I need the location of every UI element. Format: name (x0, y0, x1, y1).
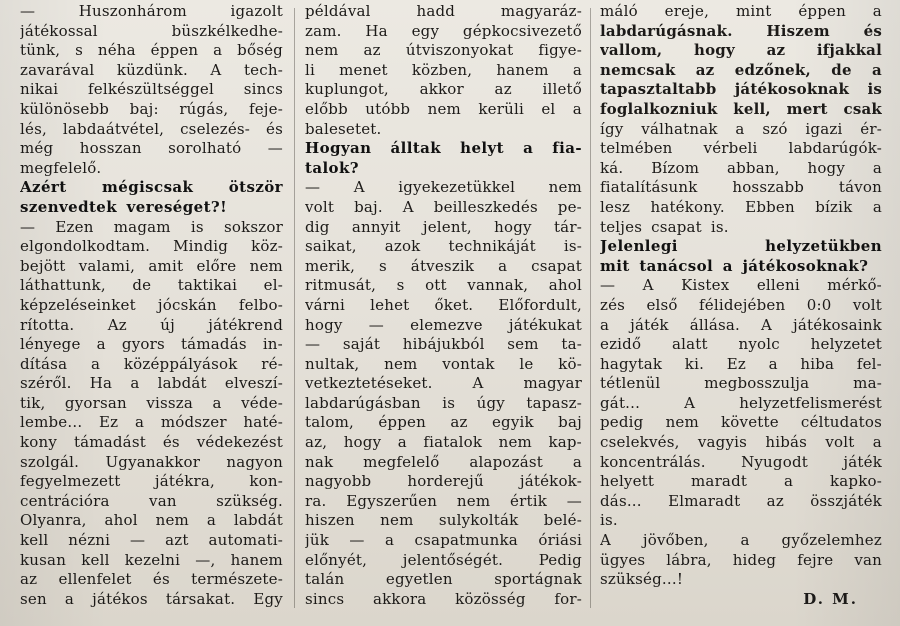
body-text-line: szolgál. Ugyanakkor nagyon (20, 452, 283, 471)
body-text-line: dítása a középpályások ré- (20, 354, 283, 373)
body-text-line: képzeléseinket jócskán felbo- (20, 295, 283, 314)
body-text-line: megfelelő. (20, 158, 102, 177)
body-text-line: koncentrálás. Nyugodt játék (600, 452, 882, 471)
body-text-line: zés első félidejében 0:0 volt (600, 295, 882, 314)
body-text-line: kony támadást és védekezést (20, 433, 283, 452)
body-text-line: nultak, nem vontak le kö- (305, 354, 582, 373)
article-column-1 (20, 2, 283, 622)
body-text-line: — Huszonhárom igazolt (20, 2, 283, 20)
body-text-line: merik, s átveszik a csapat (305, 256, 582, 275)
body-text-line: talán egyetlen sportágnak (305, 570, 582, 589)
article-column-3 (600, 2, 882, 622)
body-text-line: ra. Egyszerűen nem értik — (305, 491, 582, 510)
body-text-line: nagyobb horderejű játékok- (305, 472, 582, 491)
interview-question-line: talok? (305, 158, 359, 177)
body-text-line: kell nézni — azt automati- (20, 531, 283, 550)
body-text-line: így válhatnak a szó igazi ér- (600, 119, 882, 138)
body-text-line: A jövőben, a győzelemhez (600, 531, 882, 550)
body-text-line: az, hogy a fiatalok nem kap- (305, 433, 582, 452)
body-text-line: fiatalításunk hosszabb távon (600, 178, 882, 197)
body-text-line: sincs akkora közösség for- (305, 589, 582, 608)
body-text-line: ezidő alatt nyolc helyzetet (600, 335, 882, 354)
body-text-line: széről. Ha a labdát elveszí- (20, 374, 283, 393)
body-text-line: telmében vérbeli labdarúgók- (600, 139, 882, 158)
body-text-line: lembe... Ez a módszer haté- (20, 413, 283, 432)
body-text-line: dig annyit jelent, hogy tár- (305, 217, 582, 236)
body-text-line: — A igyekezetükkel nem (305, 178, 582, 197)
body-text-line: vallom, hogy az ifjakkal (600, 41, 882, 60)
body-text-line: labdarúgásnak. Hiszem és (600, 21, 882, 40)
body-text-line: sen a játékos társakat. Egy (20, 589, 283, 608)
body-text-line: máló ereje, mint éppen a (600, 2, 882, 20)
interview-question-line: Azért mégiscsak ötször (20, 178, 283, 197)
body-text-line: hiszen nem sulykolták belé- (305, 511, 582, 530)
body-text-line: dás... Elmaradt az összjáték (600, 491, 882, 510)
body-text-line: kuplungot, akkor az illető (305, 80, 582, 99)
body-text-line: tétlenül megbosszulja ma- (600, 374, 882, 393)
article-column-2 (305, 2, 582, 622)
body-text-line: lényege a gyors támadás in- (20, 335, 283, 354)
body-text-line: volt baj. A beilleszkedés pe- (305, 197, 582, 216)
body-text-line: elgondolkodtam. Mindig köz- (20, 237, 283, 256)
interview-question-line: Jelenlegi helyzetükben (600, 237, 882, 256)
body-text-line: balesetet. (305, 119, 382, 138)
body-text-line: — saját hibájukból sem ta- (305, 335, 582, 354)
body-text-line: ritmusát, s ott vannak, ahol (305, 276, 582, 295)
body-text-line: teljes csapat is. (600, 217, 729, 236)
body-text-line: nak megfelelő alapozást a (305, 452, 582, 471)
body-text-line: nikai felkészültséggel sincs (20, 80, 283, 99)
body-text-line: — Ezen magam is sokszor (20, 217, 283, 236)
body-text-line: ügyes lábra, hideg fejre van (600, 550, 882, 569)
body-text-line: lés, labdaátvétel, cselezés- és (20, 119, 283, 138)
body-text-line: hogy — elemezve játékukat (305, 315, 582, 334)
body-text-line: Olyanra, ahol nem a labdát (20, 511, 283, 530)
body-text-line: láthattunk, de taktikai el- (20, 276, 283, 295)
author-signature: D. M. (803, 589, 858, 608)
interview-question-line: Hogyan álltak helyt a fia- (305, 139, 582, 158)
body-text-line: játékossal büszkélkedhe- (20, 21, 283, 40)
body-text-line: gát... A helyzetfelismerést (600, 393, 882, 412)
body-text-line: jük — a csapatmunka óriási (305, 531, 582, 550)
body-text-line: ká. Bízom abban, hogy a (600, 158, 882, 177)
body-text-line: cselekvés, vagyis hibás volt a (600, 433, 882, 452)
body-text-line: tik, gyorsan vissza a véde- (20, 393, 283, 412)
body-text-line: labdarúgásban is úgy tapasz- (305, 393, 582, 412)
body-text-line: foglalkozniuk kell, mert csak (600, 99, 882, 118)
body-text-line: tapasztaltabb játékosoknak is (600, 80, 882, 99)
body-text-line: előnyét, jelentőségét. Pedig (305, 550, 582, 569)
body-text-line: előbb utóbb nem kerüli el a (305, 99, 582, 118)
body-text-line: pedig nem követte céltudatos (600, 413, 882, 432)
body-text-line: centrációra van szükség. (20, 491, 283, 510)
body-text-line: is. (600, 511, 618, 530)
column-rule (294, 8, 295, 608)
body-text-line: saikat, azok technikáját is- (305, 237, 582, 256)
body-text-line: rította. Az új játékrend (20, 315, 283, 334)
body-text-line: — A Kistex elleni mérkő- (600, 276, 882, 295)
body-text-line: tünk, s néha éppen a bőség (20, 41, 283, 60)
body-text-line: szükség...! (600, 570, 684, 589)
body-text-line: még hosszan sorolható — (20, 139, 283, 158)
interview-question-line: szenvedtek vereséget?! (20, 197, 228, 216)
body-text-line: vetkeztetéseket. A magyar (305, 374, 582, 393)
interview-question-line: mit tanácsol a játékosoknak? (600, 256, 869, 275)
body-text-line: helyett maradt a kapko- (600, 472, 882, 491)
body-text-line: nemcsak az edzőnek, de a (600, 60, 882, 79)
body-text-line: különösebb baj: rúgás, feje- (20, 99, 283, 118)
column-rule (590, 8, 591, 608)
body-text-line: a játék állása. A játékosaink (600, 315, 882, 334)
body-text-line: nem az útviszonyokat figye- (305, 41, 582, 60)
body-text-line: fegyelmezett játékra, kon- (20, 472, 283, 491)
body-text-line: kusan kell kezelni —, hanem (20, 550, 283, 569)
body-text-line: bejött valami, amit előre nem (20, 256, 283, 275)
body-text-line: talom, éppen az egyik baj (305, 413, 582, 432)
body-text-line: az ellenfelet és természete- (20, 570, 283, 589)
body-text-line: lesz hatékony. Ebben bízik a (600, 197, 882, 216)
body-text-line: példával hadd magyaráz- (305, 2, 582, 20)
body-text-line: hagytak ki. Ez a hiba fel- (600, 354, 882, 373)
body-text-line: zam. Ha egy gépkocsivezető (305, 21, 582, 40)
body-text-line: zavarával küzdünk. A tech- (20, 60, 283, 79)
body-text-line: li menet közben, hanem a (305, 60, 582, 79)
body-text-line: várni lehet őket. Előfordult, (305, 295, 582, 314)
